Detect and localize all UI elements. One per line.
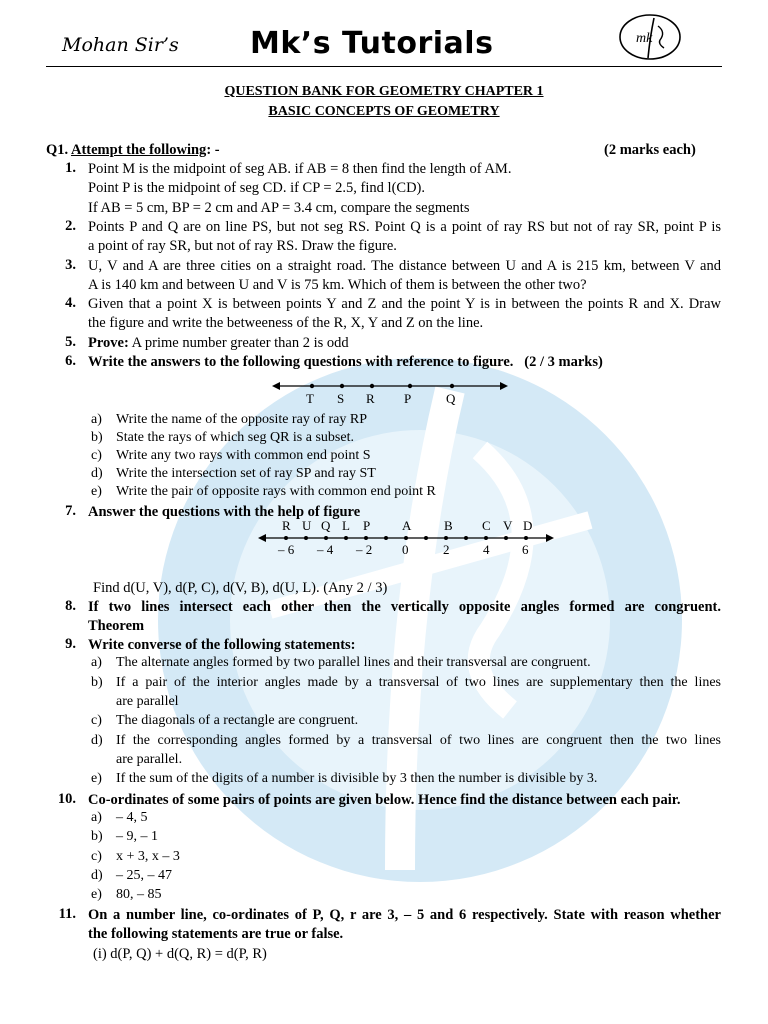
question-number: 8. — [65, 598, 76, 614]
question-text: the figure and write the betweeness of the R, X, Y and Z on the line. — [88, 315, 484, 331]
question-text: U, V and A are three cities on a straight road. The distance between U and A is 215 km, between V and — [88, 258, 721, 274]
subitem-label: a) — [91, 810, 102, 825]
coordinate-label: 2 — [443, 542, 450, 557]
question-number: 6. — [65, 353, 76, 369]
point-label-T: T — [306, 391, 314, 406]
subitem-text: – 4, 5 — [116, 810, 148, 825]
subitem-label: b) — [91, 829, 103, 844]
figure-number-line-7 — [256, 518, 556, 560]
subitem-label: c) — [91, 713, 102, 728]
coordinate-label: – 6 — [278, 542, 295, 557]
question-text: Points P and Q are on line PS, but not seg RS. Point Q is a point of ray RS but not of ray SR, point P is — [88, 219, 721, 235]
question-text: A is 140 km and between U and V is 75 km. Which of them is between the other two? — [88, 277, 587, 293]
question-number: 7. — [65, 503, 76, 519]
brand-logo-icon — [614, 12, 686, 62]
question-text: Given that a point X is between points Y and Z and the point Y is in between the points R and X. Draw — [88, 296, 721, 312]
subitem-text: – 25, – 47 — [116, 868, 172, 883]
svg-text:mk: mk — [636, 31, 653, 46]
point-label-Q: Q — [446, 391, 456, 406]
question-text: Co-ordinates of some pairs of points are given below. Hence find the distance between each pair. — [88, 792, 681, 808]
point-letter: D — [523, 518, 533, 533]
header-script-name: Mohan Sir’s — [62, 34, 179, 56]
subitem-text: If a pair of the interior angles made by a transversal of two lines are supplementary then the lines — [116, 675, 721, 690]
point-letter: A — [402, 518, 412, 533]
point-label-R: R — [366, 391, 375, 406]
subitem-text: Write the name of the opposite ray of ray RP — [116, 412, 367, 427]
subitem-text: If the sum of the digits of a number is divisible by 3 then the number is divisible by 3. — [116, 771, 598, 786]
subitem-label: c) — [91, 448, 102, 463]
subitem-label: a) — [91, 412, 102, 427]
figure-number-line-6 — [270, 372, 510, 406]
subitem-label: e) — [91, 484, 102, 499]
point-letter: R — [282, 518, 291, 533]
subitem-text: – 9, – 1 — [116, 829, 158, 844]
subitem-text: are parallel. — [116, 752, 183, 767]
coordinate-label: – 2 — [356, 542, 373, 557]
subitem-label: b) — [91, 675, 103, 690]
question-number: 2. — [65, 218, 76, 234]
subitem-text: Write the intersection set of ray SP and ray ST — [116, 466, 376, 481]
subitem-text: 80, – 85 — [116, 887, 162, 902]
question-text: Point M is the midpoint of seg AB. if AB = 8 then find the length of AM. — [88, 161, 512, 177]
subitem-text: The diagonals of a rectangle are congruent. — [116, 713, 359, 728]
point-letter: B — [444, 518, 453, 533]
coordinate-label: 4 — [483, 542, 490, 557]
point-letter: U — [302, 518, 312, 533]
header-title: Mk’s Tutorials — [250, 26, 494, 61]
subitem-label: a) — [91, 655, 102, 670]
subitem-label: d) — [91, 868, 103, 883]
subitem-text: x + 3, x – 3 — [116, 849, 180, 864]
subitem-label: b) — [91, 430, 103, 445]
subitem-label: c) — [91, 849, 102, 864]
subitem-text: State the rays of which seg QR is a subset. — [116, 430, 354, 445]
question-number: 1. — [65, 160, 76, 176]
document-subheading: BASIC CONCEPTS OF GEOMETRY — [268, 104, 500, 119]
subitem-label: e) — [91, 771, 102, 786]
question-number: 11. — [58, 906, 76, 922]
question-text: If two lines intersect each other then the vertically opposite angles formed are congruent. — [88, 599, 721, 615]
coordinate-label: 6 — [522, 542, 529, 557]
question-number: 4. — [65, 295, 76, 311]
question-number: 5. — [65, 334, 76, 350]
subitem-label: d) — [91, 733, 103, 748]
question-text: the following statements are true or false. — [88, 926, 344, 942]
coordinate-label: 0 — [402, 542, 409, 557]
question-text: Write converse of the following statements: — [88, 637, 356, 653]
question-text: Theorem — [88, 618, 145, 634]
subitem-label: d) — [91, 466, 103, 481]
point-letter: L — [342, 518, 350, 533]
subitem-label: e) — [91, 887, 102, 902]
point-letter: Q — [321, 518, 331, 533]
question-text: (i) d(P, Q) + d(Q, R) = d(P, R) — [93, 946, 267, 962]
question-text: Write the answers to the following questions with reference to figure. (2 / 3 marks) — [88, 354, 603, 370]
point-label-S: S — [337, 391, 345, 406]
point-letter: C — [482, 518, 491, 533]
subitem-text: If the corresponding angles formed by a transversal of two lines are congruent then the two lines — [116, 733, 721, 748]
question-text: Answer the questions with the help of figure — [88, 504, 361, 520]
header-rule — [46, 66, 722, 67]
point-letter: V — [503, 518, 513, 533]
subitem-text: Write the pair of opposite rays with common end point R — [116, 484, 436, 499]
question-text: On a number line, co-ordinates of P, Q, r are 3, – 5 and 6 respectively. State with reason whether — [88, 907, 721, 923]
question-text: Find d(U, V), d(P, C), d(V, B), d(U, L). (Any 2 / 3) — [93, 580, 388, 596]
subitem-text: The alternate angles formed by two parallel lines and their transversal are congruent. — [116, 655, 591, 670]
document-heading: QUESTION BANK FOR GEOMETRY CHAPTER 1 — [224, 84, 544, 99]
subitem-text: are parallel — [116, 694, 179, 709]
q1-heading: Q1. Attempt the following: - — [46, 142, 220, 158]
subitem-text: Write any two rays with common end point S — [116, 448, 371, 463]
point-letter: P — [363, 518, 371, 533]
q1-marks: (2 marks each) — [604, 142, 696, 158]
question-text: If AB = 5 cm, BP = 2 cm and AP = 3.4 cm, compare the segments — [88, 200, 470, 216]
question-number: 3. — [65, 257, 76, 273]
question-number: 10. — [57, 791, 76, 807]
question-number: 9. — [65, 636, 76, 652]
question-text: Prove: A prime number greater than 2 is odd — [88, 335, 349, 351]
coordinate-label: – 4 — [317, 542, 334, 557]
question-text: a point of ray SR, but not of ray RS. Draw the figure. — [88, 238, 397, 254]
question-text: Point P is the midpoint of seg CD. if CP = 2.5, find l(CD). — [88, 180, 425, 196]
point-label-P: P — [404, 391, 412, 406]
